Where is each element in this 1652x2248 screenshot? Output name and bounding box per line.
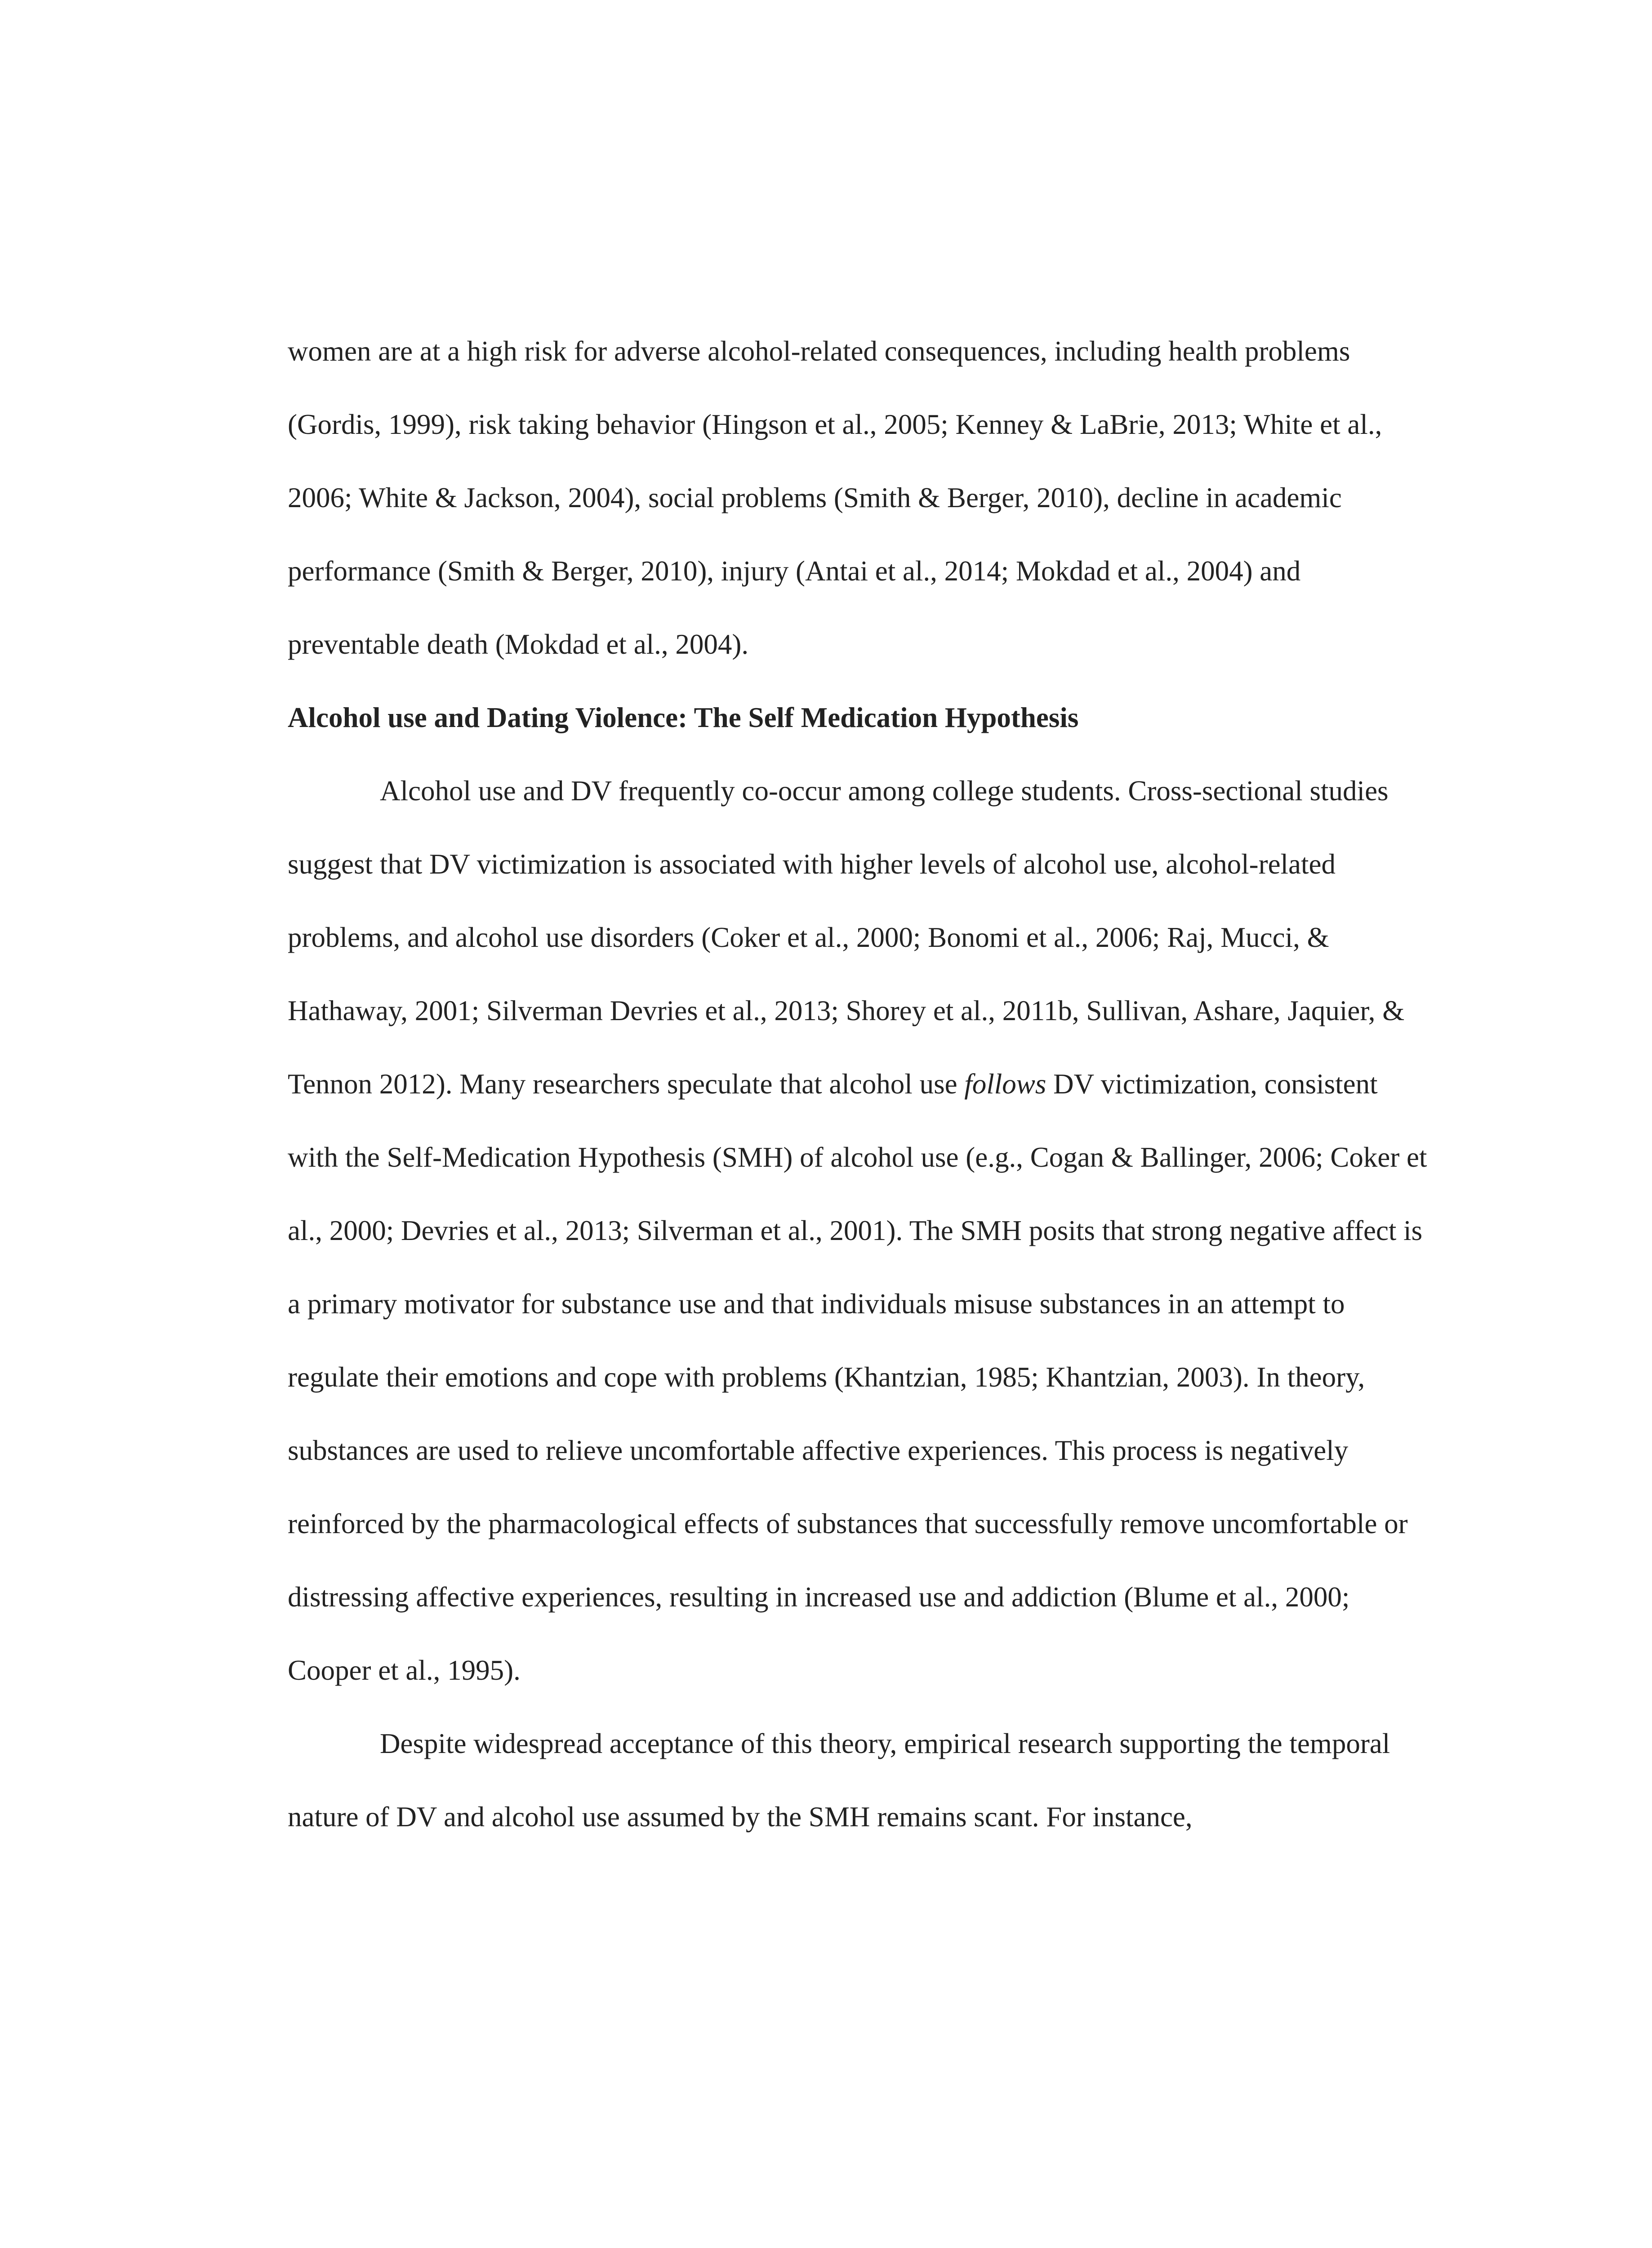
body-text — [288, 315, 1429, 1854]
paragraph-self-medication — [288, 754, 1429, 1707]
paragraph-text-part-1: Alcohol use and DV frequently co-occur among college students. Cross-sectional studies suggest that DV victimization is associated with higher levels of alcohol use, alcohol-related problems, and alcohol use disorders (Coker et al., 2000; Bonomi et al., 2006; Raj, Mucci, & Hathaway, 2001; Silverman Devries et al., 2013; Shorey et al., 2011b, Sullivan, Ashare, Jaquier, & Tennon 2012). Many researchers speculate that alcohol use — [288, 775, 1405, 1100]
paragraph-continuation: women are at a high risk for adverse alcohol-related consequences, including health problems (Gordis, 1999), risk taking behavior (Hingson et al., 2005; Kenney & LaBrie, 2013; White et al., 2006; White & Jackson, 2004), social problems (Smith & Berger, 2010), decline in academic performance (Smith & Berger, 2010), injury (Antai et al., 2014; Mokdad et al., 2004) and preventable death (Mokdad et al., 2004). — [288, 335, 1382, 660]
italic-emphasis: follows — [964, 1068, 1046, 1100]
paragraph-text-part-2: DV victimization, consistent with the Self-Medication Hypothesis (SMH) of alcohol use (e.g., Cogan & Ballinger, 2006; Coker et al., 2000; Devries et al., 2013; Silverman et al., 2001). The SMH posits that strong negative affect is a primary motivator for substance use and that individuals misuse substances in an attempt to regulate their emotions and cope with problems (Khantzian, 1985; Khantzian, 2003). In theory, substances are used to relieve uncomfortable affective experiences. This process is negatively reinforced by the pharmacological effects of substances that successfully remove uncomfortable or distressing affective experiences, resulting in increased use and addiction (Blume et al., 2000; Cooper et al., 1995). — [288, 1068, 1427, 1686]
section-heading: Alcohol use and Dating Violence: The Self Medication Hypothesis — [288, 702, 1079, 733]
paragraph-despite: Despite widespread acceptance of this theory, empirical research supporting the temporal nature of DV and alcohol use assumed by the SMH remains scant. For instance, — [288, 1728, 1390, 1833]
